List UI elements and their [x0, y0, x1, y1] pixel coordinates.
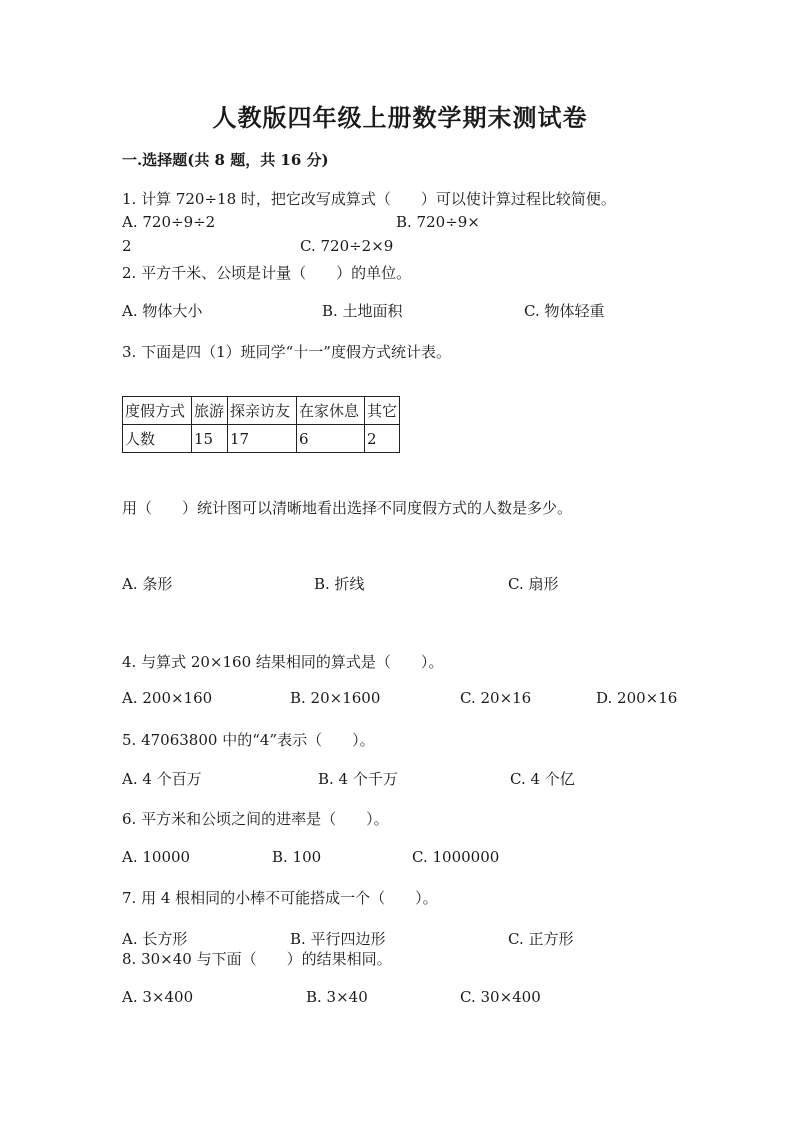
question-7-option-a: A. 长方形 — [122, 930, 188, 948]
question-1-option-a: A. 720÷9÷2 — [122, 213, 216, 231]
question-5-option-c: C. 4 个亿 — [510, 770, 575, 788]
question-5-stem: 5. 47063800 中的“4”表示（ ）。 — [122, 731, 375, 749]
question-7-option-b: B. 平行四边形 — [290, 930, 386, 948]
question-8-option-c: C. 30×400 — [460, 988, 541, 1006]
table-header-row — [123, 397, 400, 425]
question-4-option-c: C. 20×16 — [460, 689, 532, 707]
question-6-option-c: C. 1000000 — [412, 848, 500, 866]
table-header-cell: 其它 — [365, 397, 400, 425]
table-cell: 人数 — [123, 425, 192, 453]
question-2-option-b: B. 土地面积 — [322, 302, 403, 320]
table-cell: 2 — [365, 425, 400, 453]
question-4-option-b: B. 20×1600 — [290, 689, 381, 707]
question-5-option-b: B. 4 个千万 — [318, 770, 398, 788]
vacation-stats-table — [122, 396, 400, 453]
question-4-option-a: A. 200×160 — [122, 689, 213, 707]
table-cell: 6 — [297, 425, 365, 453]
table-cell: 17 — [228, 425, 297, 453]
question-8-option-b: B. 3×40 — [306, 988, 368, 1006]
question-6-stem: 6. 平方米和公顷之间的进率是（ ）。 — [122, 810, 389, 828]
question-2-option-c: C. 物体轻重 — [524, 302, 605, 320]
question-1-option-c: C. 720÷2×9 — [300, 237, 394, 255]
question-3-followup: 用（ ）统计图可以清晰地看出选择不同度假方式的人数是多少。 — [122, 499, 573, 517]
question-3-stem: 3. 下面是四（1）班同学“十一”度假方式统计表。 — [122, 343, 451, 361]
question-4-stem: 4. 与算式 20×160 结果相同的算式是（ ）。 — [122, 653, 444, 671]
section-heading: 一.选择题(共 8 题，共 16 分) — [122, 151, 329, 169]
table-cell: 15 — [192, 425, 228, 453]
page-title: 人教版四年级上册数学期末测试卷 — [212, 103, 588, 132]
question-6-option-b: B. 100 — [272, 848, 322, 866]
table-header-cell: 在家休息 — [297, 397, 365, 425]
question-7-option-c: C. 正方形 — [508, 930, 574, 948]
question-7-stem: 7. 用 4 根相同的小棒不可能搭成一个（ ）。 — [122, 889, 438, 907]
question-1-option-b-wrap: 2 — [122, 237, 132, 255]
table-header-cell: 探亲访友 — [228, 397, 297, 425]
question-2-option-a: A. 物体大小 — [122, 302, 203, 320]
table-row — [123, 425, 400, 453]
question-6-option-a: A. 10000 — [122, 848, 191, 866]
question-8-option-a: A. 3×400 — [122, 988, 194, 1006]
question-3-option-b: B. 折线 — [314, 575, 365, 593]
table-header-cell: 度假方式 — [123, 397, 192, 425]
question-1-stem: 1. 计算 720÷18 时，把它改写成算式（ ）可以使计算过程比较简便。 — [122, 190, 616, 208]
question-2-stem: 2. 平方千米、公顷是计量（ ）的单位。 — [122, 264, 412, 282]
table-header-cell: 旅游 — [192, 397, 228, 425]
question-8-stem: 8. 30×40 与下面（ ）的结果相同。 — [122, 950, 392, 968]
question-5-option-a: A. 4 个百万 — [122, 770, 202, 788]
question-4-option-d: D. 200×16 — [596, 689, 678, 707]
question-1-option-b: B. 720÷9× — [396, 213, 480, 231]
question-3-option-a: A. 条形 — [122, 575, 173, 593]
question-3-option-c: C. 扇形 — [508, 575, 559, 593]
